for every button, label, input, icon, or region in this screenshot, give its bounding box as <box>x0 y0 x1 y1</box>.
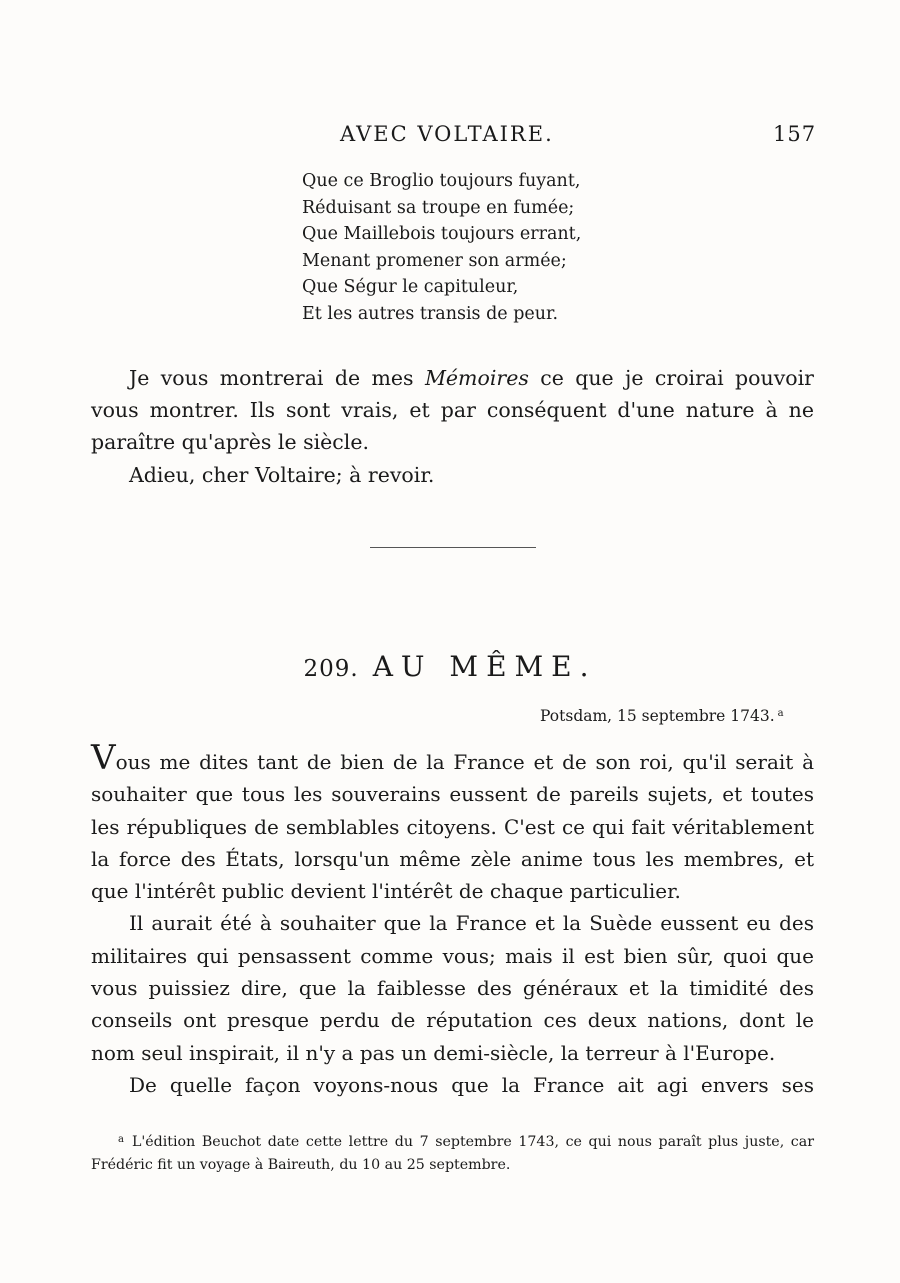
poem-line: Et les autres transis de peur. <box>302 303 559 324</box>
running-title: AVEC VOLTAIRE. <box>340 122 554 146</box>
closing-text: ce que je croirai pouvoir vous montrer. Ils sont vrais, et par conséquent d'une nature à ne paraître qu'après le siècle. <box>91 366 814 454</box>
footnote-text: L'édition Beuchot date cette lettre du 7 septembre 1743, ce qui nous paraît plus juste, car Frédéric fit un voyage à Baireuth, du 10 au 25 septembre. <box>91 1134 814 1173</box>
poem-line: Réduisant sa troupe en fumée; <box>302 197 575 218</box>
dateline <box>540 707 784 725</box>
letter-paragraph: Il aurait été à souhaiter que la France et la Suède eussent eu des militaires qui pensassent comme vous; mais il est bien sûr, quoi que vous puissiez dire, que la faiblesse des généraux et la timidité des conseils ont presque perdu de réputation ces deux nations, dont le nom seul inspirait, il n'y a pas un demi-siècle, la terreur à l'Europe. <box>91 911 814 1065</box>
letter-number: 209. <box>303 656 359 682</box>
poem-stanza <box>302 168 581 327</box>
poem-line: Que Ségur le capituleur, <box>302 277 519 297</box>
dateline-text: Potsdam, 15 septembre 1743. <box>540 707 775 725</box>
footnote-marker: a <box>118 1134 124 1145</box>
letter-body <box>91 738 814 1101</box>
letter-title: AU MÊME. <box>372 650 597 683</box>
poem-line: Menant promener son armée; <box>302 250 567 271</box>
letter-heading <box>0 650 900 683</box>
letter-paragraph: De quelle façon voyons-nous que la France ait agi envers ses <box>129 1072 814 1097</box>
letter-paragraph <box>91 738 814 907</box>
poem-line: Que Maillebois toujours errant, <box>302 224 582 244</box>
farewell-text: Adieu, cher Voltaire; à revoir. <box>129 463 435 487</box>
paragraph-text: ous me dites tant de bien de la France et de son roi, qu'il serait à souhaiter que tous les souverains eussent de pareils sujets, et toutes les républiques de semblables citoyens. C'est ce qui fait véritablement la force des États, lorsqu'un même zèle anime tous les membres, et que l'intérêt public devient l'intérêt de chaque particulier. <box>91 750 814 904</box>
closing-paragraph <box>91 362 814 458</box>
section-divider <box>370 547 536 548</box>
page-number: 157 <box>773 122 817 146</box>
closing-text: Je vous montrerai de mes <box>129 366 425 390</box>
poem-line: Que ce Broglio toujours fuyant, <box>302 171 581 191</box>
drop-cap: V <box>91 738 116 778</box>
farewell-paragraph <box>91 459 491 491</box>
memoires-title: Mémoires <box>424 366 529 390</box>
footnote <box>91 1128 814 1177</box>
footnote-reference: a <box>777 708 784 719</box>
